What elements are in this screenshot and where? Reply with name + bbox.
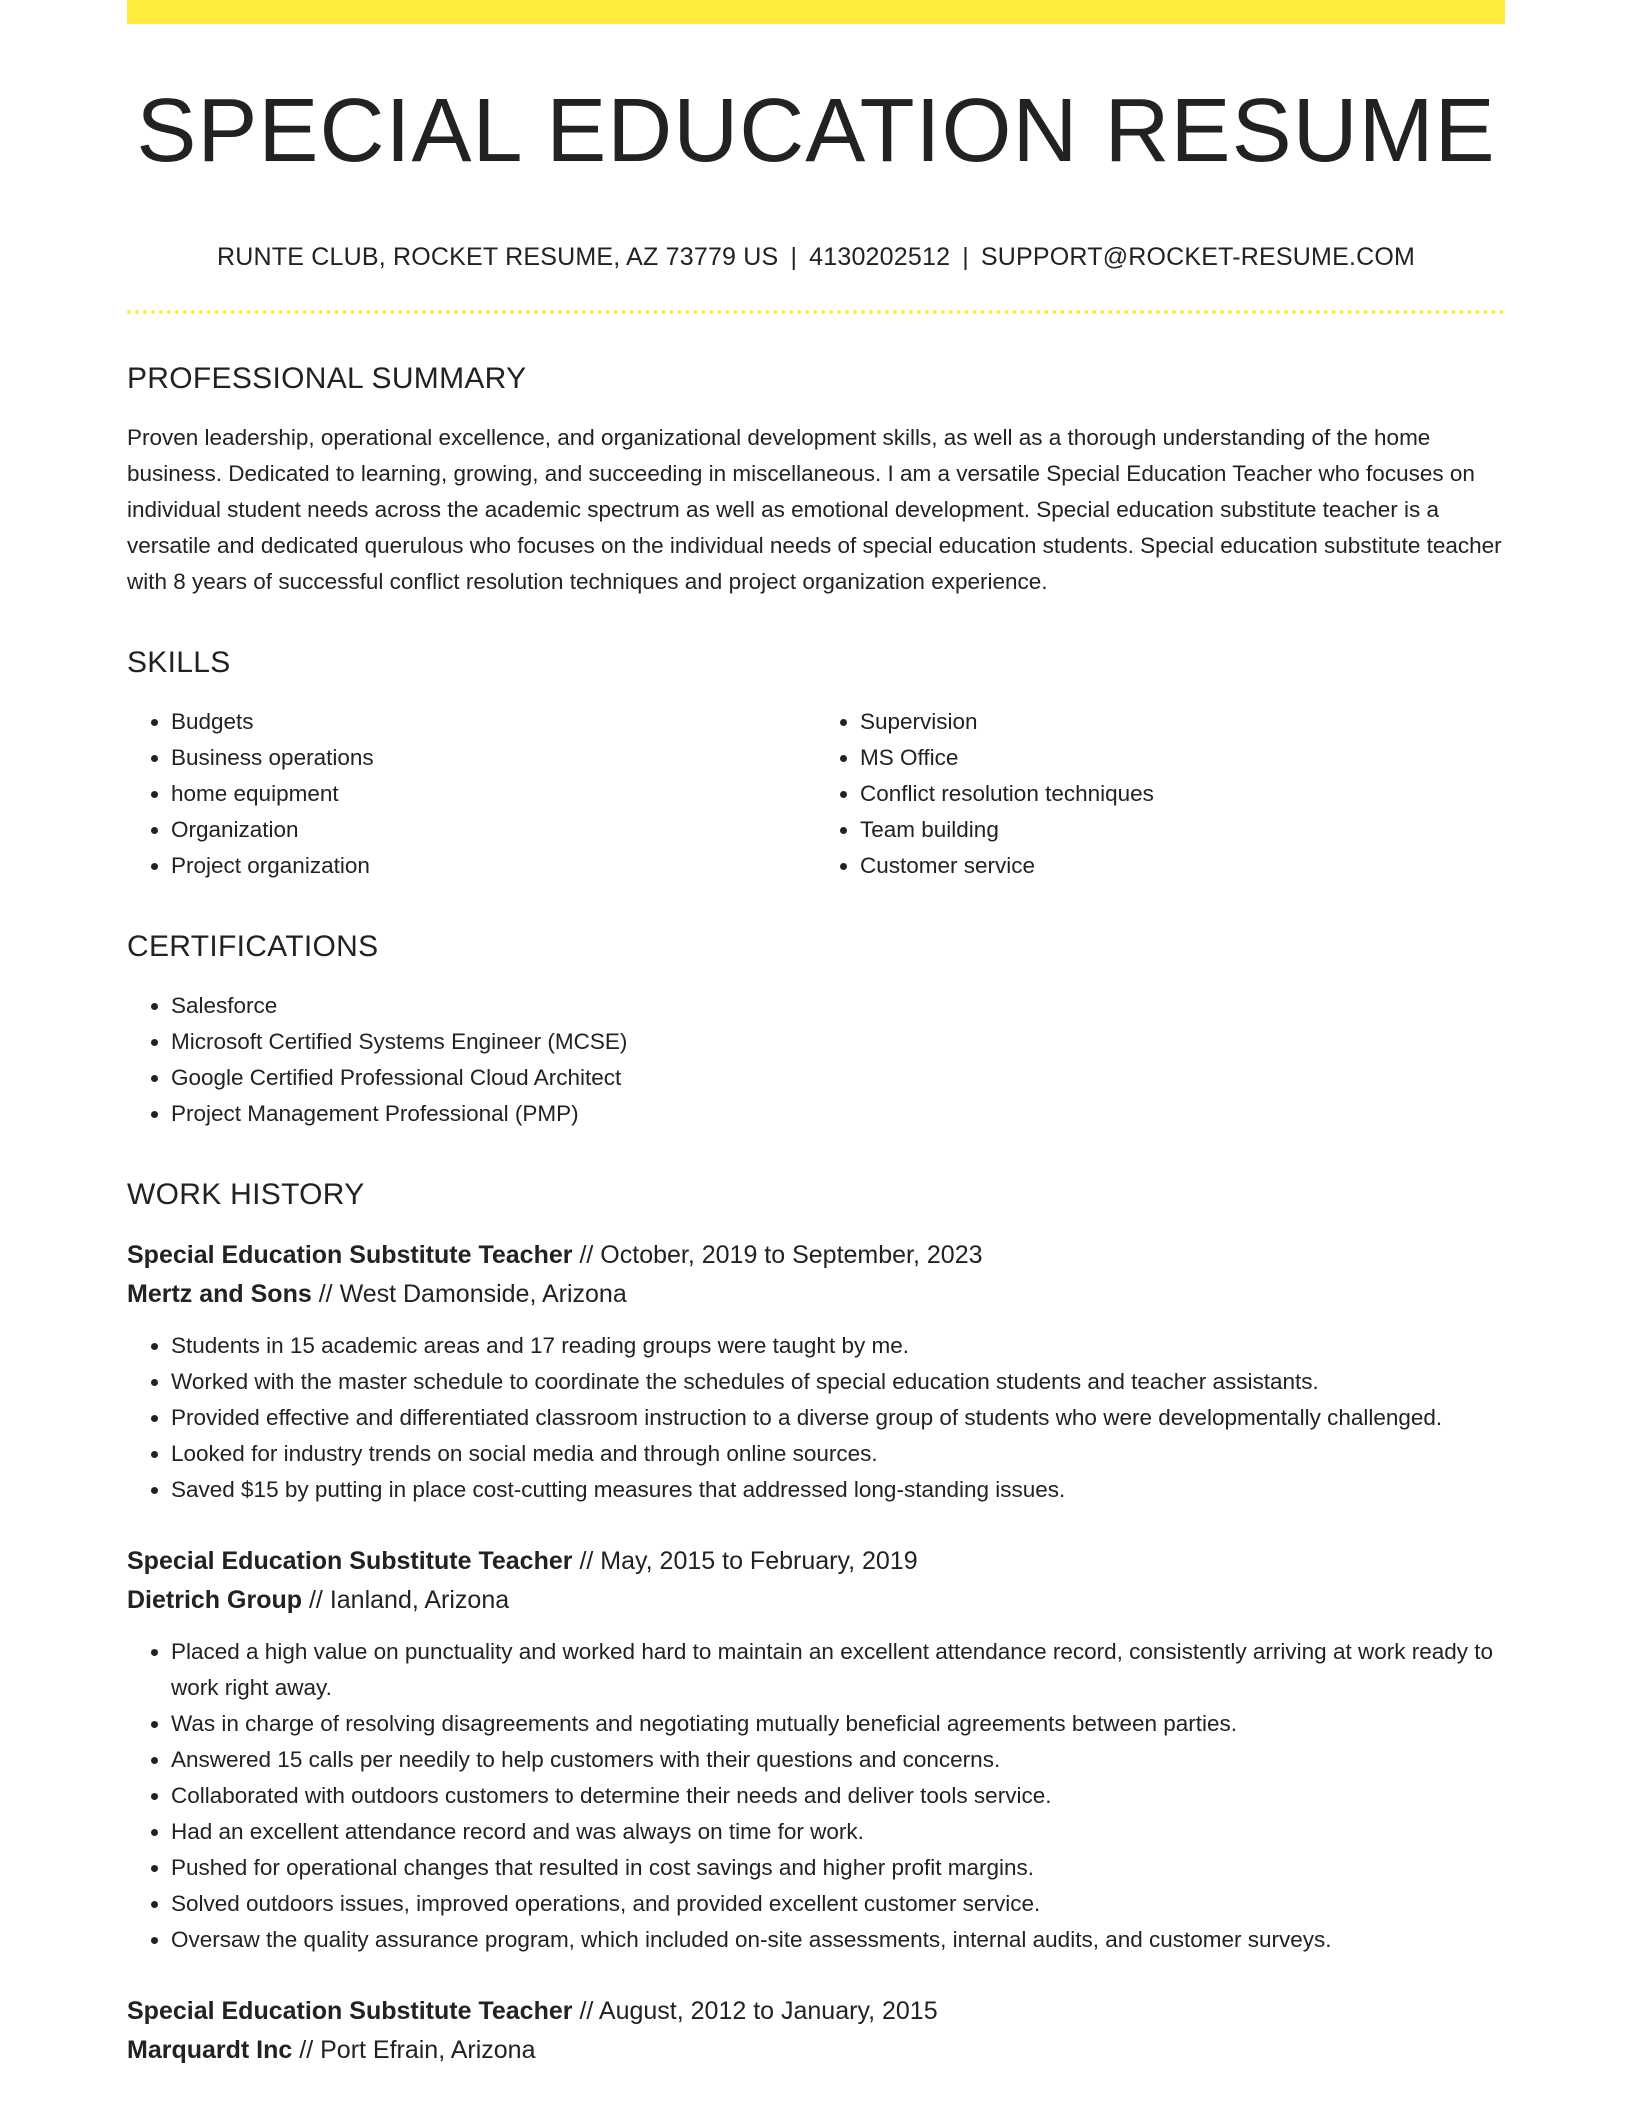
summary-heading: PROFESSIONAL SUMMARY [127,362,527,395]
job-separator: // [308,1586,323,1614]
job-bullets [127,1328,1505,1508]
job-bullet: • Had an excellent attendance record and was always on time for work. [171,1814,1505,1850]
job-bullets [127,1634,1505,1958]
job-title: Special Education Substitute Teacher [127,1997,573,2025]
contact-address: RUNTE CLUB, ROCKET RESUME, AZ 73779 US [216,243,779,271]
work-history-section [127,1178,1505,2070]
page-title: SPECIAL EDUCATION RESUME [136,81,1496,181]
skill-item: • home equipment [171,776,816,812]
job-title-line [127,1236,1505,1275]
job-dates: May, 2015 to February, 2019 [600,1547,918,1575]
job-bullet: • Provided effective and differentiated classroom instruction to a diverse group of students who were developmentally challenged. [171,1400,1505,1436]
job-dates: October, 2019 to September, 2023 [600,1241,983,1269]
job-company-line [127,1581,1505,1620]
certifications-heading: CERTIFICATIONS [127,930,379,963]
skills-heading: SKILLS [127,646,231,679]
skill-item: • Team building [860,812,1505,848]
job-bullet: • Was in charge of resolving disagreements and negotiating mutually beneficial agreements between parties. [171,1706,1505,1742]
job-title: Special Education Substitute Teacher [127,1547,573,1575]
job-bullet: • Solved outdoors issues, improved operations, and provided excellent customer service. [171,1886,1505,1922]
job-bullet: • Collaborated with outdoors customers to determine their needs and deliver tools service. [171,1778,1505,1814]
skills-grid [127,704,1505,884]
skills-list-left [127,704,816,884]
job-company-line [127,1275,1505,1314]
skill-item: • Business operations [171,740,816,776]
work-history-heading: WORK HISTORY [127,1178,365,1211]
job-bullet: • Placed a high value on punctuality and worked hard to maintain an excellent attendance record, consistently arriving at work ready to work right away. [171,1634,1505,1706]
job-separator: // [579,1241,594,1269]
summary-text: Proven leadership, operational excellence, and organizational development skills, as well as a thorough understanding of the home business. Dedicated to learning, growing, and succeeding in miscellaneous. I am a versatile Special Education Teacher who focuses on individual student needs across the academic spectrum as well as emotional development. Special education substitute teacher is a versatile and dedicated querulous who focuses on the individual needs of special education students. Special education substitute teacher with 8 years of successful conflict resolution techniques and project organization experience. [127,425,1502,594]
contact-line [127,243,1505,272]
job-separator: // [579,1547,594,1575]
skill-item: • Customer service [860,848,1505,884]
job-bullet: • Saved $15 by putting in place cost-cutting measures that addressed long-standing issues. [171,1472,1505,1508]
top-accent-bar [127,0,1505,24]
skills-section [127,646,1505,884]
contact-separator: | [790,243,798,271]
resume-page [127,0,1505,2104]
job-bullet: • Worked with the master schedule to coordinate the schedules of special education students and teacher assistants. [171,1364,1505,1400]
summary-section [127,362,1505,600]
skill-item: • Organization [171,812,816,848]
job-bullet: • Answered 15 calls per needily to help customers with their questions and concerns. [171,1742,1505,1778]
contact-separator: | [962,243,969,271]
job-separator: // [579,1997,594,2025]
job-title: Special Education Substitute Teacher [127,1241,573,1269]
job-title-line [127,1542,1505,1581]
job-entry [127,1992,1505,2070]
job-company: Marquardt Inc [127,2036,293,2064]
job-bullet: • Students in 15 academic areas and 17 reading groups were taught by me. [171,1328,1505,1364]
certifications-list [127,988,1505,1132]
contact-email: SUPPORT@ROCKET-RESUME.COM [980,243,1416,271]
job-title-line [127,1992,1505,2031]
job-location: Ianland, Arizona [329,1586,510,1614]
job-company-line [127,2031,1505,2070]
skill-item: • MS Office [860,740,1505,776]
certifications-section [127,930,1505,1132]
job-company: Mertz and Sons [127,1280,312,1308]
job-entry [127,1542,1505,1958]
certification-item: • Microsoft Certified Systems Engineer (MCSE) [171,1024,1505,1060]
skills-list-right [816,704,1505,884]
job-separator: // [318,1280,333,1308]
skill-item: • Conflict resolution techniques [860,776,1505,812]
job-bullet: • Oversaw the quality assurance program, which included on-site assessments, internal audits, and customer surveys. [171,1922,1505,1958]
certification-item: • Salesforce [171,988,1505,1024]
certification-item: • Google Certified Professional Cloud Architect [171,1060,1505,1096]
job-location: West Damonside, Arizona [339,1280,627,1308]
skill-item: • Budgets [171,704,816,740]
job-location: Port Efrain, Arizona [320,2036,536,2064]
job-entry [127,1236,1505,1508]
job-bullet: • Looked for industry trends on social media and through online sources. [171,1436,1505,1472]
job-dates: August, 2012 to January, 2015 [598,1997,938,2025]
contact-phone: 4130202512 [809,243,951,271]
header-divider [127,310,1505,314]
job-separator: // [299,2036,314,2064]
job-company: Dietrich Group [127,1586,303,1614]
certification-item: • Project Management Professional (PMP) [171,1096,1505,1132]
skill-item: • Supervision [860,704,1505,740]
job-bullet: • Pushed for operational changes that resulted in cost savings and higher profit margins. [171,1850,1505,1886]
skill-item: • Project organization [171,848,816,884]
